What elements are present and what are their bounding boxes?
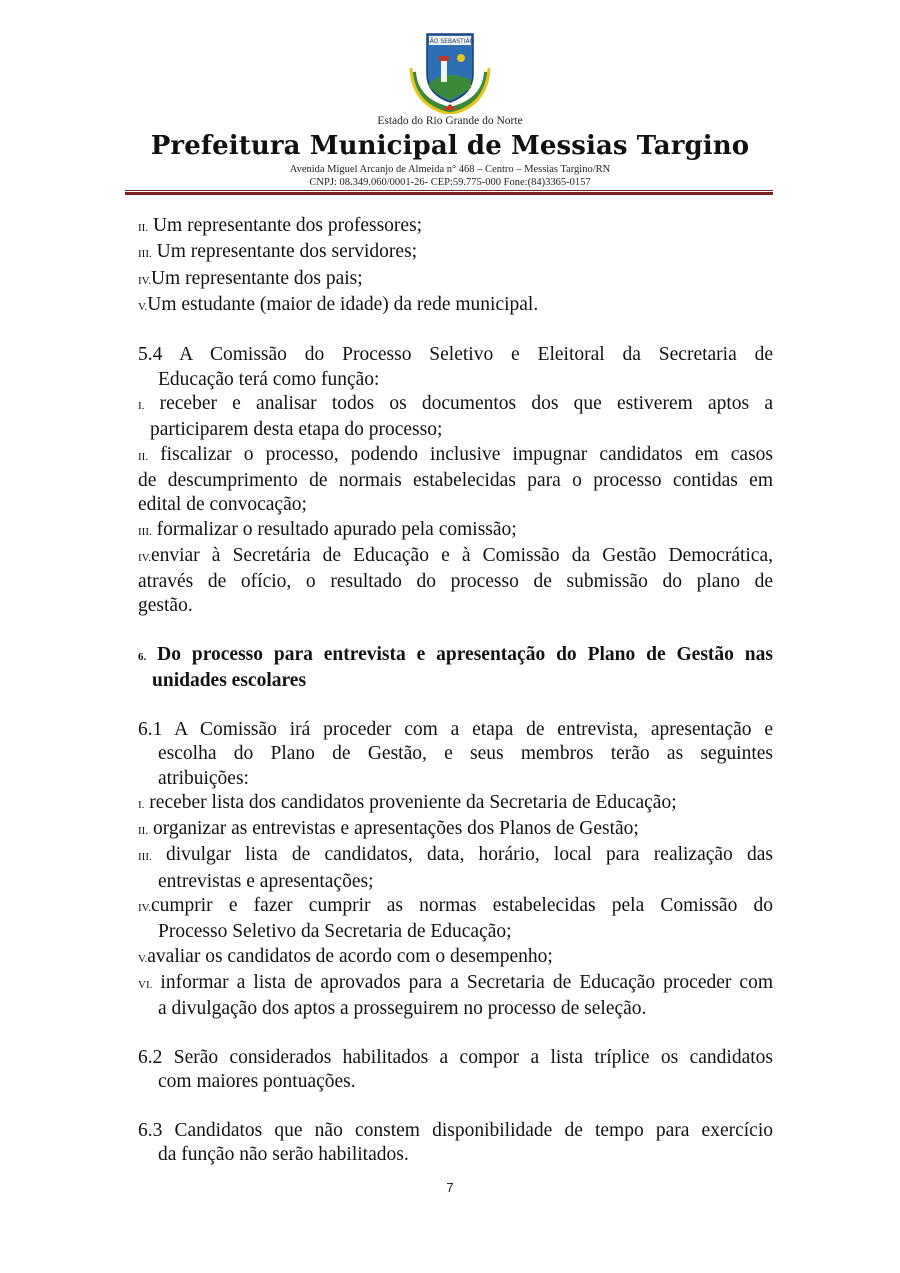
list-item [138, 971, 773, 997]
section-numeral: 6. [138, 651, 147, 664]
list-item [138, 843, 773, 869]
list-item [138, 267, 773, 293]
list-item [138, 791, 773, 817]
list-text-cont: de descumprimento de normais estabelecidas para o processo contidas em [138, 469, 773, 491]
list-text: divulgar lista de candidatos, data, horário, local para realização das [165, 844, 774, 866]
list-text-cont: edital de convocação; [138, 494, 307, 516]
list-text: cumprir e fazer cumprir as normas estabelecidas pela Comissão do [150, 895, 773, 917]
list-text: fiscalizar o processo, podendo inclusive impugnar candidatos em casos [160, 443, 774, 465]
section-title-cont: unidades escolares [152, 670, 307, 692]
list-item [138, 894, 773, 920]
list-item [138, 544, 773, 570]
list-numeral: I. [138, 400, 145, 413]
municipal-crest-icon [405, 28, 495, 114]
list-text-cont: gestão. [138, 595, 193, 617]
list-item [138, 240, 773, 266]
list-text: Um representante dos pais; [150, 267, 363, 289]
document-body [138, 214, 773, 1167]
list-text: Um estudante (maior de idade) da rede municipal. [147, 293, 539, 315]
clause-6-2-line: 6.2 Serão considerados habilitados a compor a lista tríplice os candidatos [138, 1046, 773, 1068]
list-numeral: V. [138, 300, 148, 313]
list-item [138, 214, 773, 240]
clause-6-1-line: escolha do Plano de Gestão, e seus membros terão as seguintes [158, 743, 773, 765]
list-numeral: IV. [138, 902, 151, 915]
header-address: Avenida Miguel Arcanjo de Almeida n° 468 – Centro – Messias Targino/RN [289, 164, 611, 175]
list-text: Um representante dos professores; [152, 215, 423, 236]
header-cnpj: CNPJ: 08.349.060/0001-26- CEP:59.775-000 Fone:(84)3365-0157 [309, 177, 591, 188]
crest-banner-text: SÃO SEBASTIÃO [425, 38, 475, 45]
list-text-cont: participarem desta etapa do processo; [150, 419, 443, 441]
list-numeral: II. [138, 450, 149, 463]
list-text-cont: entrevistas e apresentações; [158, 870, 374, 892]
clause-6-2-line: com maiores pontuações. [158, 1071, 356, 1093]
list-text: Um representante dos servidores; [156, 241, 418, 263]
clause-5-4-line: Educação terá como função: [158, 368, 380, 390]
header-state: Estado do Rio Grande do Norte [377, 115, 523, 127]
list-numeral: II. [138, 825, 149, 838]
list-text: enviar à Secretária de Educação e à Comissão da Gestão Democrática, [150, 544, 773, 566]
list-item [138, 392, 773, 418]
list-item [138, 817, 773, 843]
list-text: organizar as entrevistas e apresentações dos Planos de Gestão; [152, 818, 639, 840]
list-text-cont: através de ofício, o resultado do processo de submissão do plano de [138, 571, 773, 593]
list-numeral: II. [138, 222, 149, 234]
clause-6-3-line: 6.3 Candidatos que não constem disponibilidade de tempo para exercício [138, 1119, 773, 1141]
list-text-cont: Processo Seletivo da Secretaria de Educação; [158, 921, 512, 943]
clause-5-4-line: 5.4 A Comissão do Processo Seletivo e Eleitoral da Secretaria de [138, 344, 773, 366]
list-numeral: I. [138, 798, 145, 811]
list-text: receber lista dos candidatos proveniente da Secretaria de Educação; [149, 791, 677, 813]
header-rule-thick [125, 192, 773, 195]
page-number: 7 [446, 1180, 454, 1195]
list-item [138, 443, 773, 469]
clause-6-3-line: da função não serão habilitados. [158, 1143, 409, 1165]
list-text: informar a lista de aprovados para a Secretaria de Educação proceder com [160, 971, 774, 993]
list-item [138, 518, 773, 544]
clause-6-1-line: atribuições: [158, 767, 249, 789]
list-numeral: III. [138, 851, 152, 864]
section-6-heading [138, 643, 773, 669]
list-item [138, 293, 773, 319]
section-title: Do processo para entrevista e apresentação do Plano de Gestão nas [157, 644, 773, 666]
header-rule-thin [125, 190, 773, 191]
list-text: formalizar o resultado apurado pela comissão; [156, 518, 517, 540]
header-title: Prefeitura Municipal de Messias Targino [150, 131, 750, 161]
clause-6-1-line: 6.1 A Comissão irá proceder com a etapa de entrevista, apresentação e [138, 718, 773, 740]
list-numeral: III. [138, 248, 152, 261]
list-numeral: VI. [138, 978, 153, 991]
list-text-cont: a divulgação dos aptos a prosseguirem no processo de seleção. [158, 998, 647, 1020]
list-numeral: III. [138, 525, 152, 538]
list-text: receber e analisar todos os documentos dos que estiverem aptos a [159, 393, 773, 415]
list-numeral: V. [138, 952, 148, 965]
list-numeral: IV. [138, 551, 151, 564]
list-item [138, 945, 773, 971]
list-numeral: IV. [138, 274, 151, 287]
list-text: avaliar os candidatos de acordo com o desempenho; [147, 945, 553, 967]
